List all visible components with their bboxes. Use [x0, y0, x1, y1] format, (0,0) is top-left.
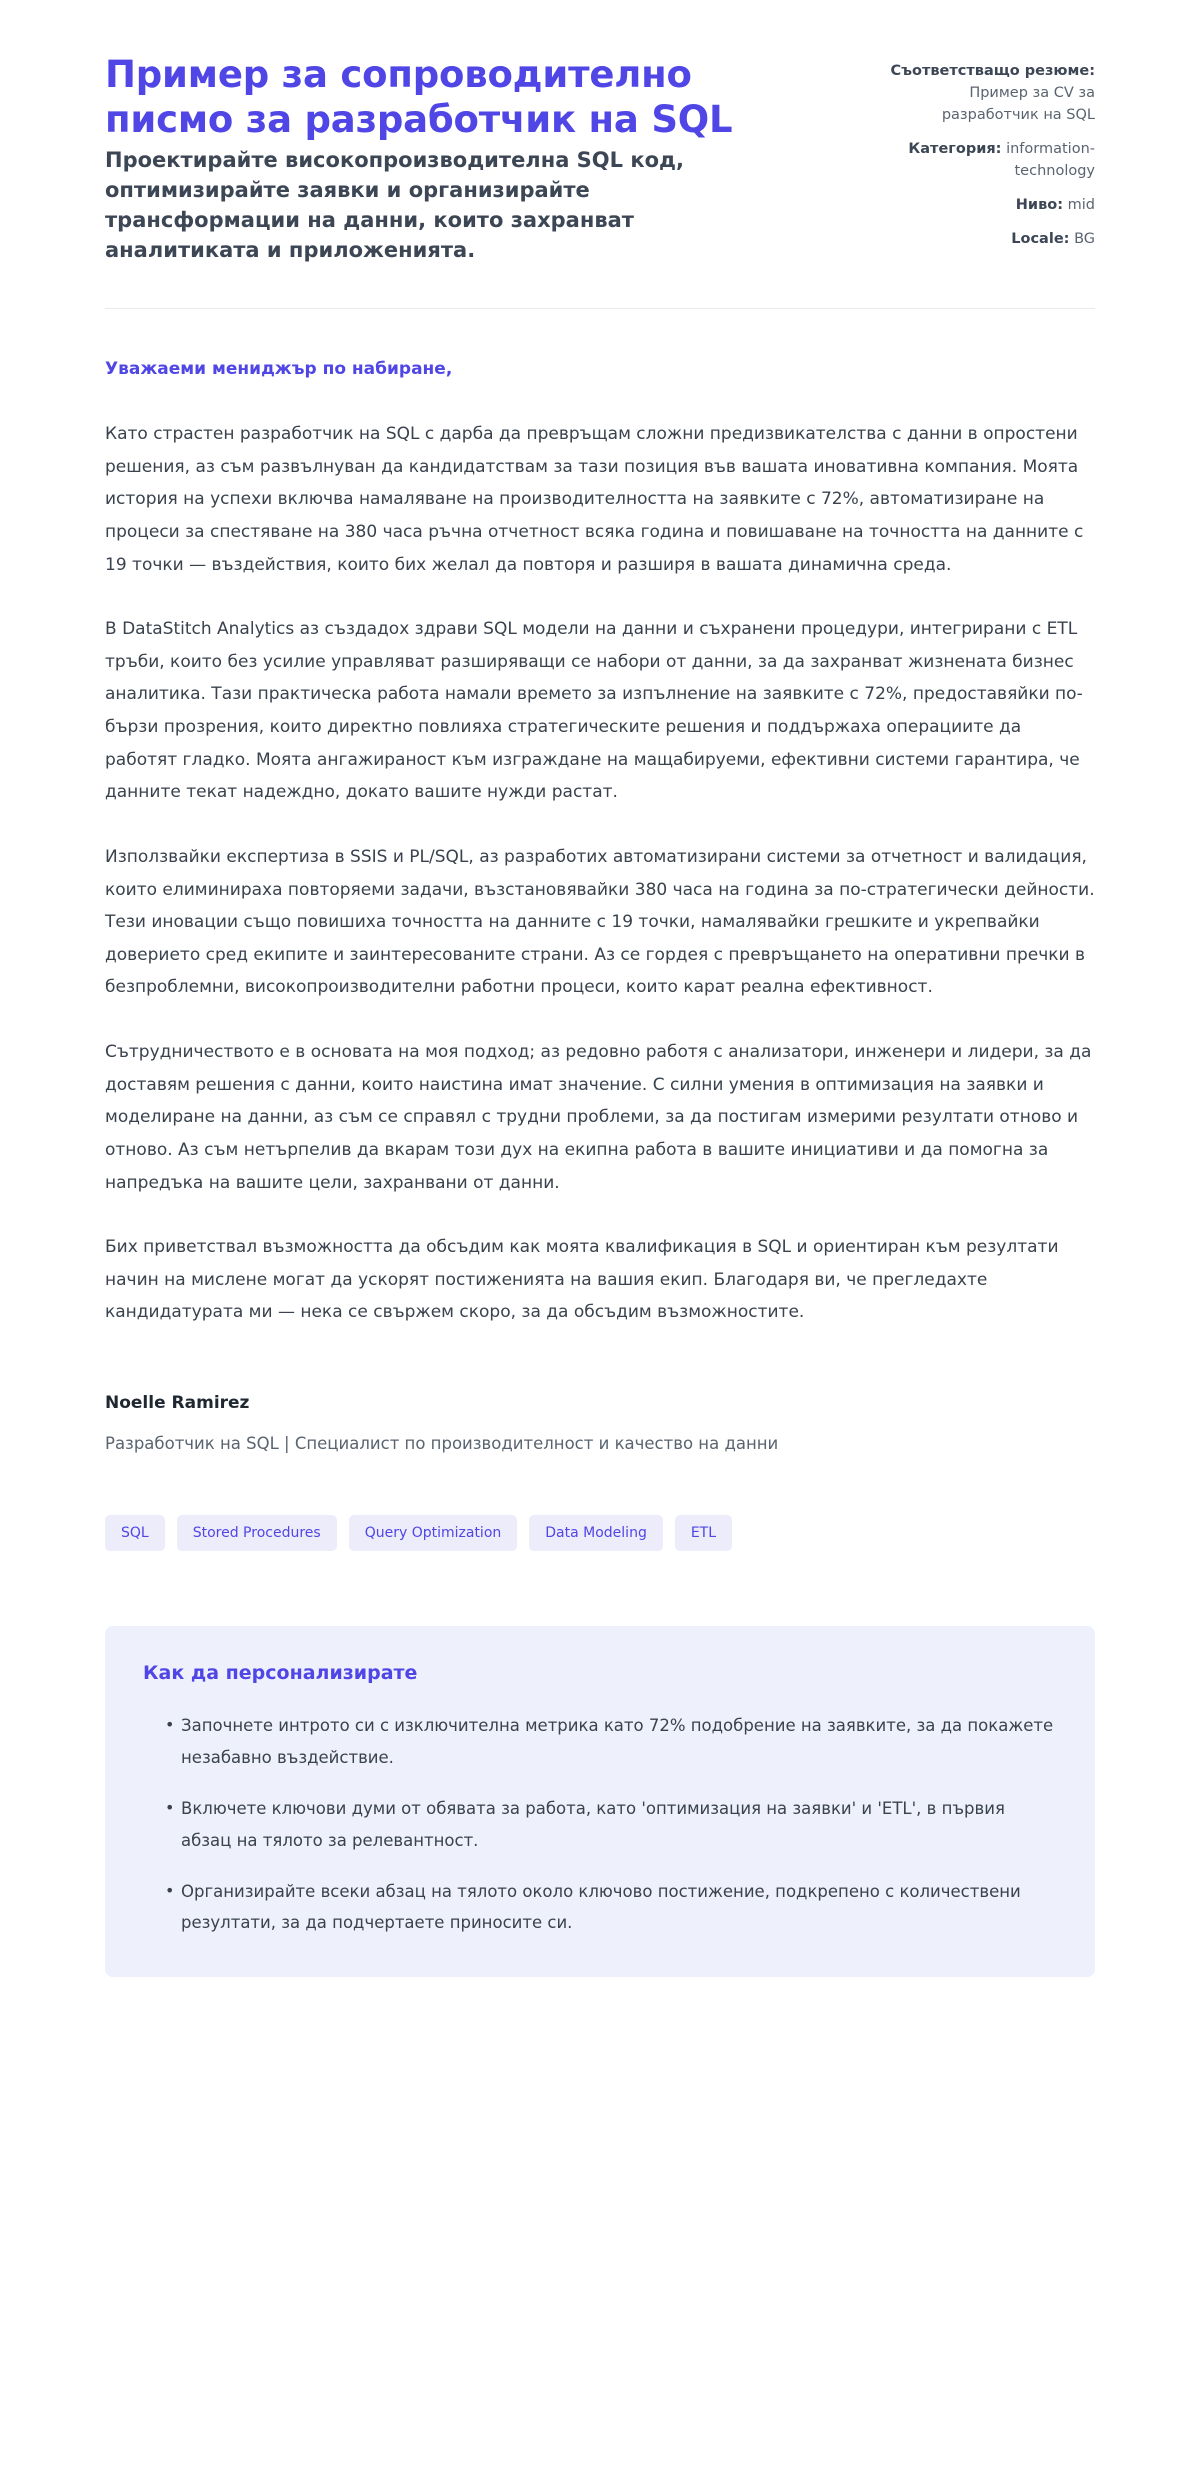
letter-paragraph: Бих приветствал възможността да обсъдим как моята квалификация в SQL и ориентиран към резултати начин на мислене могат да ускорят постиженията на вашия екип. Благодаря ви, че прегледахте кандидатурата ми — нека се свържем скоро, за да обсъдим възможностите. — [105, 1237, 1059, 1323]
skill-tag[interactable]: Query Optimization — [349, 1515, 518, 1551]
metadata-level — [890, 194, 1095, 216]
page-title: Пример за сопроводително писмо за разработчик на SQL — [105, 53, 733, 142]
skill-tag-list — [105, 1515, 1095, 1551]
letter-body — [105, 309, 1095, 1330]
bottom-spacer — [105, 1977, 1095, 2047]
tips-list-item: • Започнете интрото си с изключителна метрика като 72% подобрение на заявките, за да покажете незабавно въздействие. — [165, 1710, 1057, 1773]
skill-tag[interactable]: SQL — [105, 1515, 165, 1551]
metadata-category — [890, 138, 1095, 182]
category-label: Категория: — [908, 141, 1002, 158]
letter-paragraph: Сътрудничеството е в основата на моя подход; аз редовно работя с анализатори, инженери и лидери, за да доставям решения с данни, които наистина имат значение. С силни умения в оптимизация на заявки и моделиране на данни, аз съм се справял с трудни проблеми, за да постигам измерими резултати отново и отново. Аз съм нетърпелив да вкарам този дух на екипна работа в вашите инициативи и да помогна за напредъка на вашите цели, захранвани от данни. — [105, 1042, 1092, 1193]
tips-panel-title: Как да персонализирате — [143, 1661, 418, 1684]
document-metadata — [890, 52, 1095, 250]
skill-tag[interactable]: Stored Procedures — [177, 1515, 337, 1551]
tips-list-item: • Организирайте всеки абзац на тялото около ключово постижение, подкрепено с количествени резултати, за да подчертаете приносите си. — [165, 1876, 1057, 1939]
locale-label: Locale: — [1011, 231, 1070, 248]
metadata-matching-resume — [890, 60, 1095, 126]
skill-tag[interactable]: ETL — [675, 1515, 732, 1551]
letter-paragraph: Използвайки експертиза в SSIS и PL/SQL, аз разработих автоматизирани системи за отчетност и валидация, които елиминираха повторяеми задачи, възстановявайки 380 часа на година за по-стратегически дейности. Тези иновации също повишиха точността на данните с 19 точки, намалявайки грешките и укрепвайки доверието сред екипите и заинтересованите страни. Аз се гордея с превръщането на оперативни пречки в безпроблемни, високопроизводителни работни процеси, които карат реална ефективност. — [105, 846, 1095, 998]
letter-paragraph: В DataStitch Analytics аз създадох здрави SQL модели на данни и съхранени процедури, интегрирани с ETL тръби, които без усилие управляват разширяващи се набори от данни, за да захранват жизнената бизнес аналитика. Тази практическа работа намали времето за изпълнение на заявките с 72%, предоставяйки по-бързи прозрения, които директно повлияха стратегическите решения и поддържаха операциите да работят гладко. Моята ангажираност към изграждане на мащабируеми, ефективни системи гарантира, че данните текат надеждно, докато вашите нужди растат. — [105, 619, 1083, 803]
header-title-block — [105, 52, 765, 266]
locale-value: BG — [1074, 231, 1095, 248]
level-label: Ниво: — [1015, 197, 1064, 214]
signature-role: Разработчик на SQL | Специалист по производителност и качество на данни — [105, 1433, 779, 1453]
skill-tag[interactable]: Data Modeling — [529, 1515, 663, 1551]
tips-list — [143, 1710, 1057, 1938]
letter-salutation: Уважаеми мениджър по набиране, — [105, 358, 453, 379]
matching-resume-value: Пример за CV за разработчик на SQL — [941, 85, 1095, 124]
personalization-tips-panel — [105, 1626, 1095, 1977]
signature-block — [105, 1391, 1095, 1457]
matching-resume-label: Съответстващо резюме: — [890, 63, 1095, 79]
metadata-locale — [890, 228, 1095, 250]
letter-paragraphs — [105, 418, 1095, 1329]
level-value: mid — [1067, 197, 1095, 214]
page-subtitle: Проектирайте високопроизводителна SQL код, оптимизирайте заявки и организирайте трансформации на данни, които захранват аналитиката и приложенията. — [105, 148, 684, 262]
page-header — [105, 0, 1095, 266]
letter-paragraph: Като страстен разработчик на SQL с дарба да превръщам сложни предизвикателства с данни в опростени решения, аз съм развълнуван да кандидатствам за тази позиция във вашата иновативна компания. Моята история на успехи включва намаляване на производителността на заявките с 72%, автоматизиране на процеси за спестяване на 380 часа ръчна отчетност всяка година и повишаване на точността на данните с 19 точки — въздействия, които бих желал да повторя и разширя в вашата динамична среда. — [105, 424, 1084, 575]
tips-list-item: • Включете ключови думи от обявата за работа, като 'оптимизация на заявки' и 'ETL', в първия абзац на тялото за релевантност. — [165, 1793, 1057, 1856]
signature-name: Noelle Ramirez — [105, 1393, 250, 1413]
category-value: information-technology — [1006, 141, 1095, 180]
